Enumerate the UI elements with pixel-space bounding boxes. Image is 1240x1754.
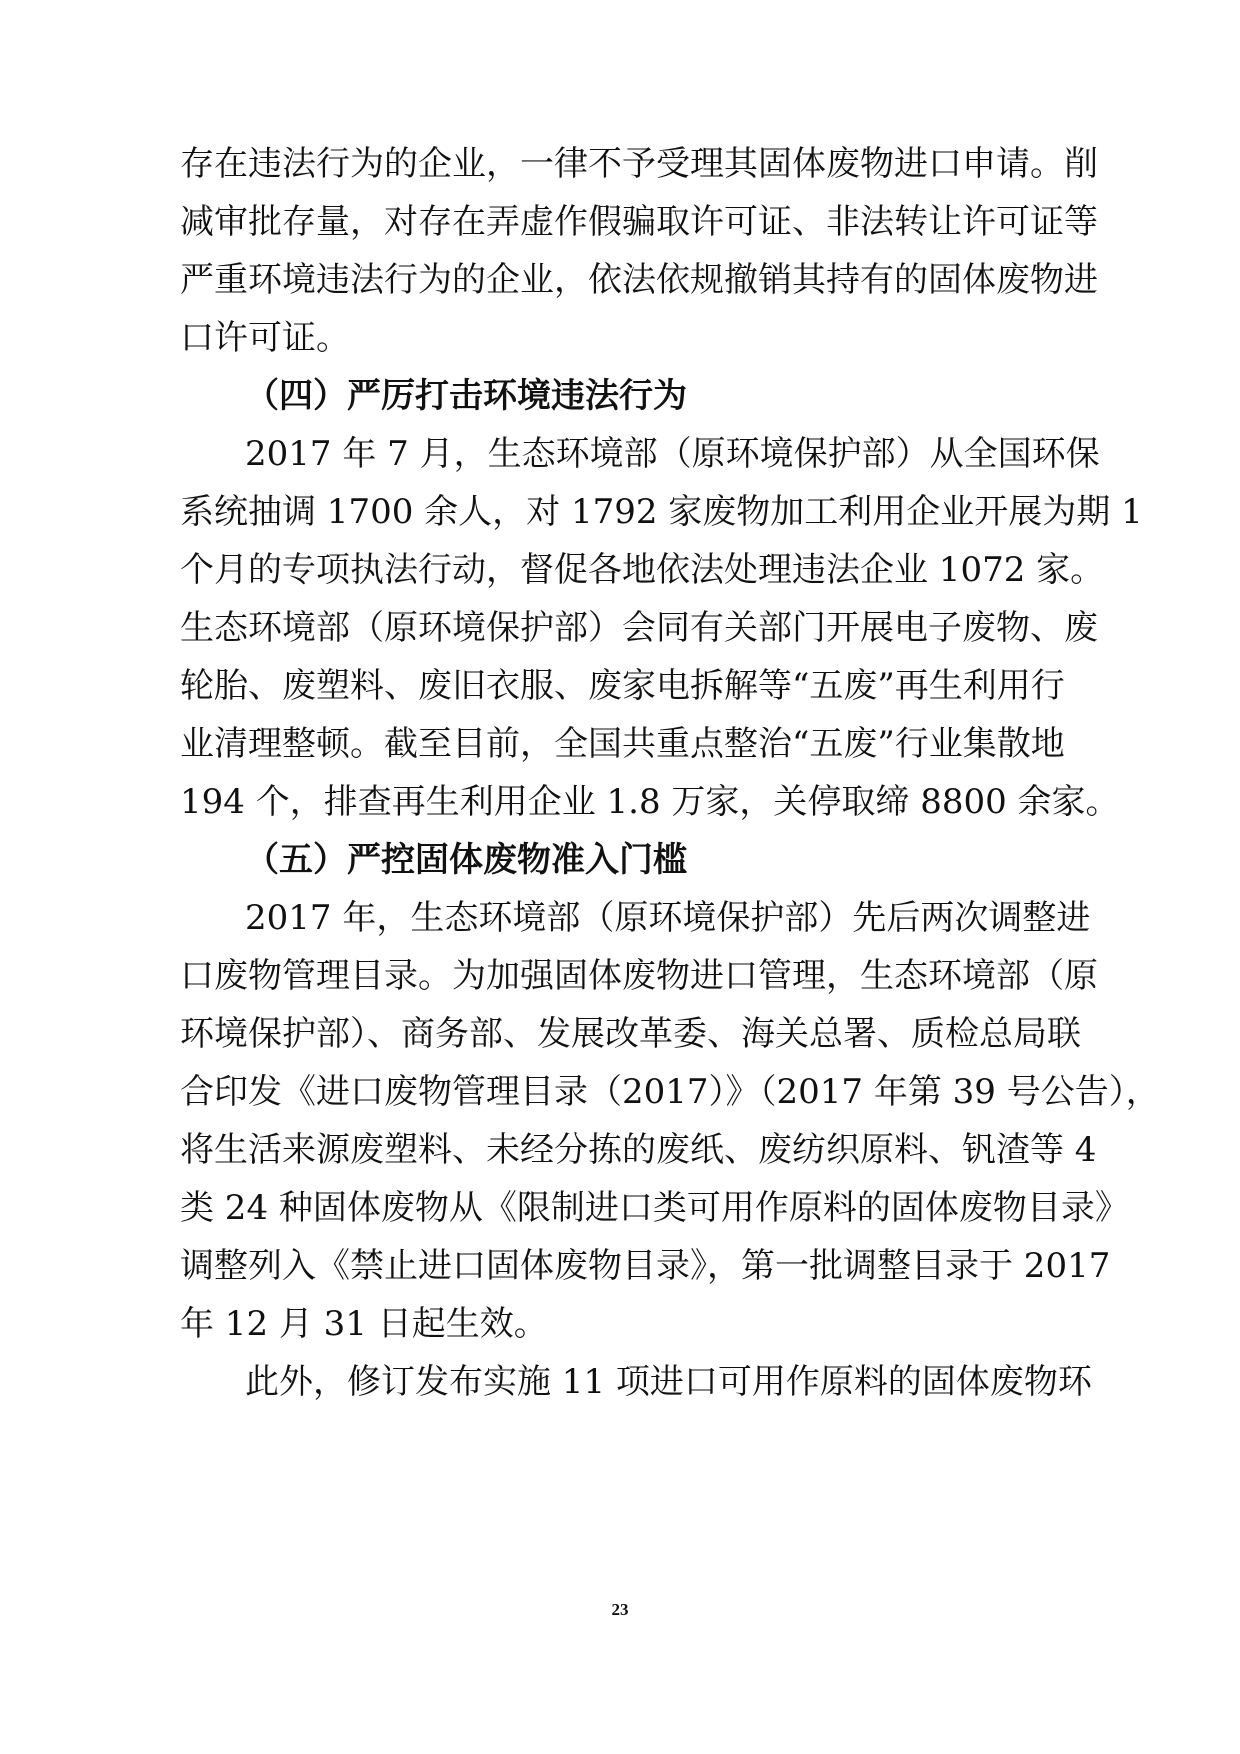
section-heading-4: （四）严厉打击环境违法行为	[245, 376, 687, 416]
page-number: 23	[611, 1600, 629, 1619]
paragraph-3-line-2: 口废物管理目录。为加强固体废物进口管理，生态环境部（原	[180, 956, 1098, 996]
paragraph-2-line-4: 生态环境部（原环境保护部）会同有关部门开展电子废物、废	[180, 608, 1098, 648]
paragraph-4-line-1: 此外，修订发布实施 11 项进口可用作原料的固体废物环	[245, 1362, 1092, 1402]
section-heading-5: （五）严控固体废物准入门槛	[245, 840, 687, 880]
paragraph-2-line-2: 系统抽调 1700 余人，对 1792 家废物加工利用企业开展为期 1	[180, 492, 1143, 532]
paragraph-3-line-6: 类 24 种固体废物从《限制进口类可用作原料的固体废物目录》	[180, 1188, 1129, 1228]
paragraph-1-line-3: 严重环境违法行为的企业，依法依规撤销其持有的固体废物进	[180, 260, 1098, 300]
paragraph-1-line-2: 减审批存量，对存在弄虚作假骗取许可证、非法转让许可证等	[180, 202, 1098, 242]
paragraph-3-line-1: 2017 年，生态环境部（原环境保护部）先后两次调整进	[245, 898, 1091, 938]
paragraph-3-line-7: 调整列入《禁止进口固体废物目录》，第一批调整目录于 2017	[180, 1246, 1111, 1286]
paragraph-2-line-1: 2017 年 7 月，生态环境部（原环境保护部）从全国环保	[245, 434, 1100, 474]
paragraph-2-line-5: 轮胎、废塑料、废旧衣服、废家电拆解等“五废”再生利用行	[180, 666, 1065, 706]
paragraph-2-line-7: 194 个，排查再生利用企业 1.8 万家，关停取缔 8800 余家。	[180, 782, 1120, 822]
paragraph-1-line-1: 存在违法行为的企业，一律不予受理其固体废物进口申请。削	[180, 144, 1098, 184]
paragraph-1-line-4: 口许可证。	[180, 318, 350, 358]
paragraph-3-line-3: 环境保护部）、商务部、发展改革委、海关总署、质检总局联	[180, 1014, 1081, 1054]
paragraph-2-line-6: 业清理整顿。截至目前，全国共重点整治“五废”行业集散地	[180, 724, 1065, 764]
paragraph-3-line-4: 合印发《进口废物管理目录（2017）》（2017 年第 39 号公告），	[180, 1072, 1160, 1112]
paragraph-3-line-8: 年 12 月 31 日起生效。	[180, 1304, 548, 1344]
paragraph-3-line-5: 将生活来源废塑料、未经分拣的废纸、废纺织原料、钒渣等 4	[180, 1130, 1097, 1170]
paragraph-2-line-3: 个月的专项执法行动，督促各地依法处理违法企业 1072 家。	[180, 550, 1105, 590]
